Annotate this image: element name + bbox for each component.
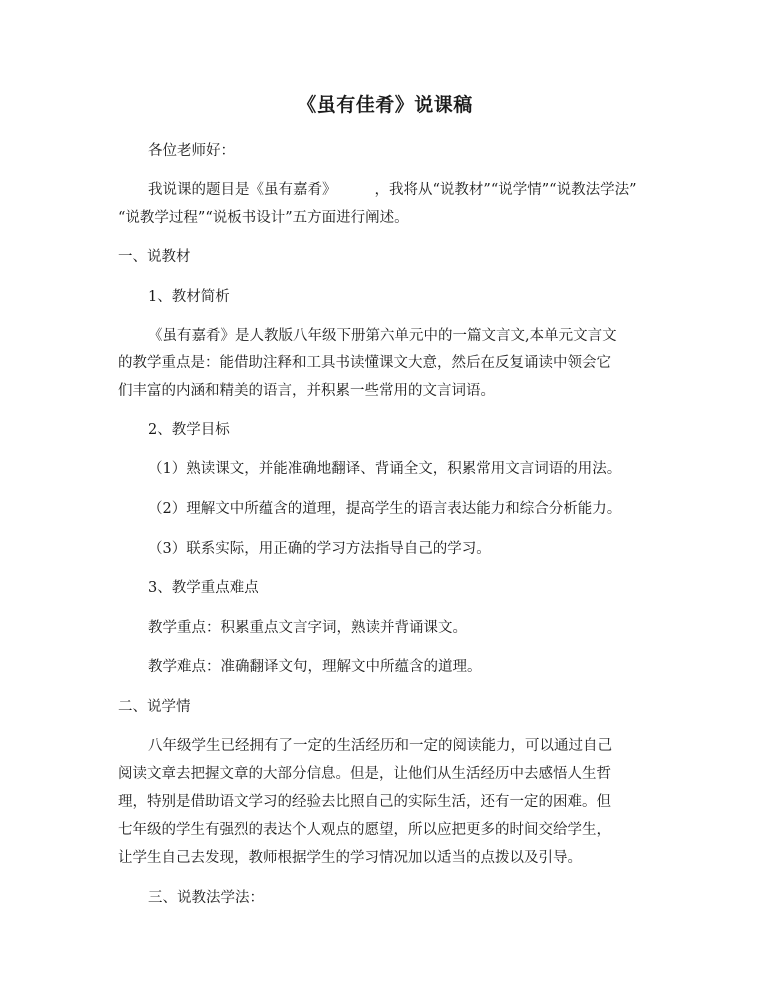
paragraph-line: 八年级学生已经拥有了一定的生活经历和一定的阅读能力，可以通过自己 [148,738,612,754]
subsection-3-heading: 3、教学重点难点 [148,580,259,596]
intro-line-1 [148,180,636,200]
paragraph-line: 理，特别是借助语文学习的经验去比照自己的实际生活，还有一定的困难。但 [118,794,611,810]
goal-item: （1）熟读课文，并能准确地翻译、背诵全文，积累常用文言词语的用法。 [148,461,622,477]
subsection-2-heading: 2、教学目标 [148,422,230,438]
section-2-heading: 二、说学情 [118,699,191,715]
section-3-heading: 三、说教法学法： [148,890,264,906]
paragraph-line: 阅读文章去把握文章的大部分信息。但是，让他们从生活经历中去感悟人生哲 [118,766,611,782]
key-point: 教学重点：积累重点文言字词，熟读并背诵课文。 [148,620,467,636]
intro-part-1: 我说课的题目是《虽有嘉肴》 [148,182,337,198]
paragraph-line: 七年级的学生有强烈的表达个人观点的愿望，所以应把更多的时间交给学生， [118,822,611,838]
intro-part-2: ，我将从“说教材”“说学情”“说教法学法” [374,182,637,198]
paragraph-line: 《虽有嘉肴》是人教版八年级下册第六单元中的一篇文言文,本单元文言文 [148,328,617,344]
goal-item: （2）理解文中所蕴含的道理，提高学生的语言表达能力和综合分析能力。 [148,501,622,517]
intro-line-2: “说教学过程”“说板书设计”五方面进行阐述。 [118,210,409,226]
page-title: 《虽有佳肴》说课稿 [297,94,473,116]
greeting: 各位老师好： [148,143,235,159]
paragraph-line: 们丰富的内涵和精美的语言，并积累一些常用的文言词语。 [118,383,495,399]
paragraph-line: 让学生自己去发现，教师根据学生的学习情况加以适当的点拨以及引导。 [118,850,582,866]
goal-item: （3）联系实际，用正确的学习方法指导自己的学习。 [148,541,491,557]
paragraph-line: 的教学重点是：能借助注释和工具书读懂课文大意，然后在反复诵读中领会它 [118,355,611,371]
subsection-1-heading: 1、教材简析 [148,289,230,305]
section-1-heading: 一、说教材 [118,249,191,265]
difficult-point: 教学难点：准确翻译文句，理解文中所蕴含的道理。 [148,659,482,675]
